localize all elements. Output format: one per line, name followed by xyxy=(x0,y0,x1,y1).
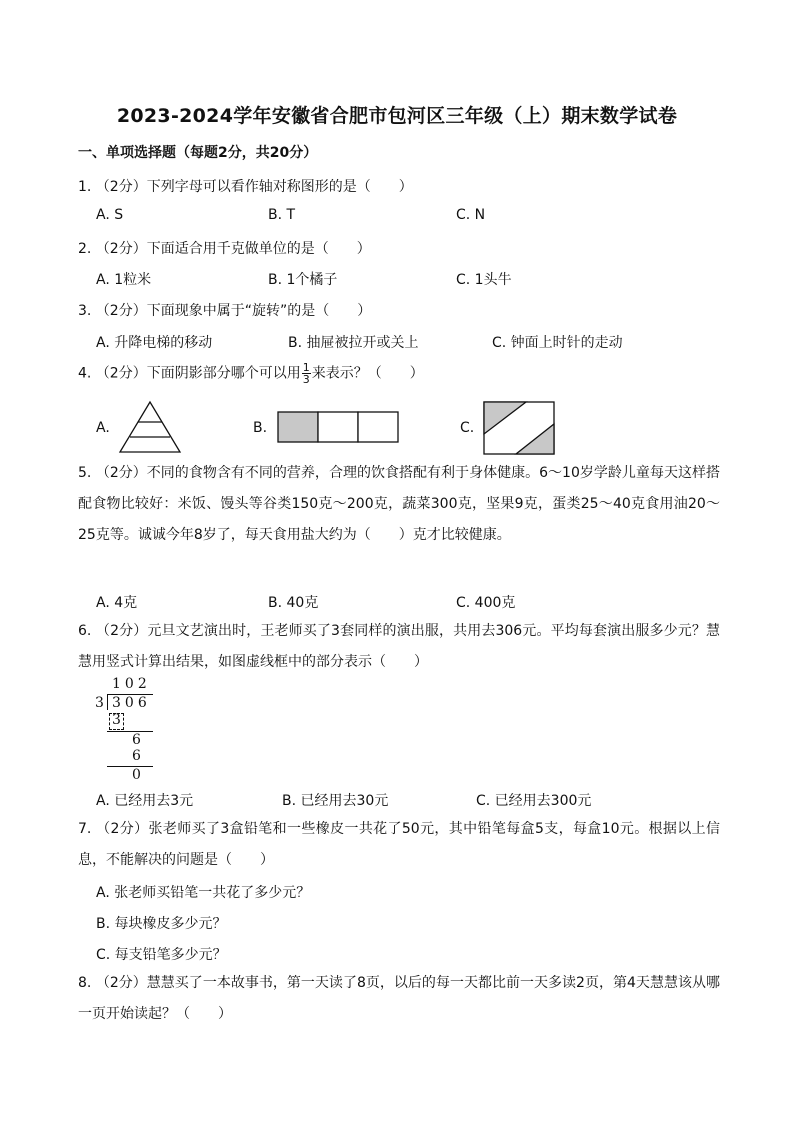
fraction-denominator: 3 xyxy=(302,373,310,386)
question-2-option-b[interactable]: B. 1个橘子 xyxy=(268,272,338,288)
division-step-2: 6 xyxy=(132,732,141,748)
question-5-option-a[interactable]: A. 4克 xyxy=(96,595,138,611)
division-dividend: 306 xyxy=(112,695,151,711)
middle-third xyxy=(318,412,358,442)
triangle-figure xyxy=(118,400,182,454)
section-heading: 一、单项选择题（每题2分，共20分） xyxy=(78,145,318,161)
question-7-option-c[interactable]: C. 每支铅笔多少元？ xyxy=(96,947,227,963)
question-4-option-a[interactable]: A. xyxy=(96,420,110,436)
question-1-option-a[interactable]: A. S xyxy=(96,207,124,223)
question-6-option-a[interactable]: A. 已经用去3元 xyxy=(96,793,194,809)
parallelogram-square-figure xyxy=(482,400,556,456)
page-title: 2023-2024学年安徽省合肥市包河区三年级（上）期末数学试卷 xyxy=(116,105,678,127)
question-4-option-c[interactable]: C. xyxy=(460,420,475,436)
one-third-fraction xyxy=(302,362,311,385)
question-6-option-c[interactable]: C. 已经用去300元 xyxy=(476,793,592,809)
question-3-option-b[interactable]: B. 抽屉被拉开或关上 xyxy=(288,335,419,351)
division-remainder: 0 xyxy=(132,767,141,783)
question-7-stem: 7. （2分）张老师买了3盒铅笔和一些橡皮一共花了50元，其中铅笔每盒5支，每盒10元。根据以上信息，不能解决的问题是（ ） xyxy=(78,821,720,868)
division-divisor: 3 xyxy=(95,695,104,711)
question-5-option-c[interactable]: C. 400克 xyxy=(456,595,516,611)
question-2-option-c[interactable]: C. 1头牛 xyxy=(456,272,512,288)
question-1-option-c[interactable]: C. N xyxy=(456,207,486,223)
question-1-option-b[interactable]: B. T xyxy=(268,207,296,223)
question-1-stem: 1. （2分）下列字母可以看作轴对称图形的是（ ） xyxy=(78,179,413,195)
triangle-outline xyxy=(120,402,180,452)
question-2-option-a[interactable]: A. 1粒米 xyxy=(96,272,152,288)
question-2-stem: 2. （2分）下面适合用千克做单位的是（ ） xyxy=(78,241,371,257)
question-3-stem: 3. （2分）下面现象中属于“旋转”的是（ ） xyxy=(78,303,372,319)
question-7-option-b[interactable]: B. 每块橡皮多少元？ xyxy=(96,916,227,932)
question-4-stem xyxy=(78,362,424,385)
question-4-option-b[interactable]: B. xyxy=(253,420,268,436)
division-bracket xyxy=(107,694,108,710)
division-rule-2 xyxy=(107,766,153,767)
question-7-option-a[interactable]: A. 张老师买铅笔一共花了多少元？ xyxy=(96,885,311,901)
question-6-stem: 6. （2分）元旦文艺演出时，王老师买了3套同样的演出服，共用去306元。平均每套演出服多少元？慧慧用竖式计算出结果，如图虚线框中的部分表示（ ） xyxy=(78,623,720,670)
question-8-stem: 8. （2分）慧慧买了一本故事书，第一天读了8页，以后的每一天都比前一天多读2页，第4天慧慧该从哪一页开始读起？（ ） xyxy=(78,975,720,1022)
question-6-option-b[interactable]: B. 已经用去30元 xyxy=(282,793,389,809)
question-5-option-b[interactable]: B. 40克 xyxy=(268,595,319,611)
question-4-stem-post: 来表示？（ ） xyxy=(311,365,424,382)
long-division-figure xyxy=(92,676,162,786)
question-4-stem-pre: 4. （2分）下面阴影部分哪个可以用 xyxy=(78,365,301,382)
question-5-stem: 5. （2分）不同的食物含有不同的营养，合理的饮食搭配有利于身体健康。6～10岁学龄儿童每天这样搭配食物比较好：米饭、馒头等谷类150克～200克，蔬菜300克，坚果9克，蛋类25～40克食用油20～25克等。诚诚今年8岁了，每天食用盐大约为（ ）克才比较健康。 xyxy=(78,465,720,543)
right-third xyxy=(358,412,398,442)
division-step-1: 3 xyxy=(112,712,121,728)
question-3-option-c[interactable]: C. 钟面上时针的走动 xyxy=(492,335,623,351)
division-rule-1 xyxy=(107,731,153,732)
question-3-option-a[interactable]: A. 升降电梯的移动 xyxy=(96,335,213,351)
rectangle-thirds-figure xyxy=(276,410,400,444)
division-step-3: 6 xyxy=(132,748,141,764)
shaded-third xyxy=(278,412,318,442)
fraction-numerator: 1 xyxy=(302,361,310,374)
division-quotient: 102 xyxy=(112,676,151,692)
